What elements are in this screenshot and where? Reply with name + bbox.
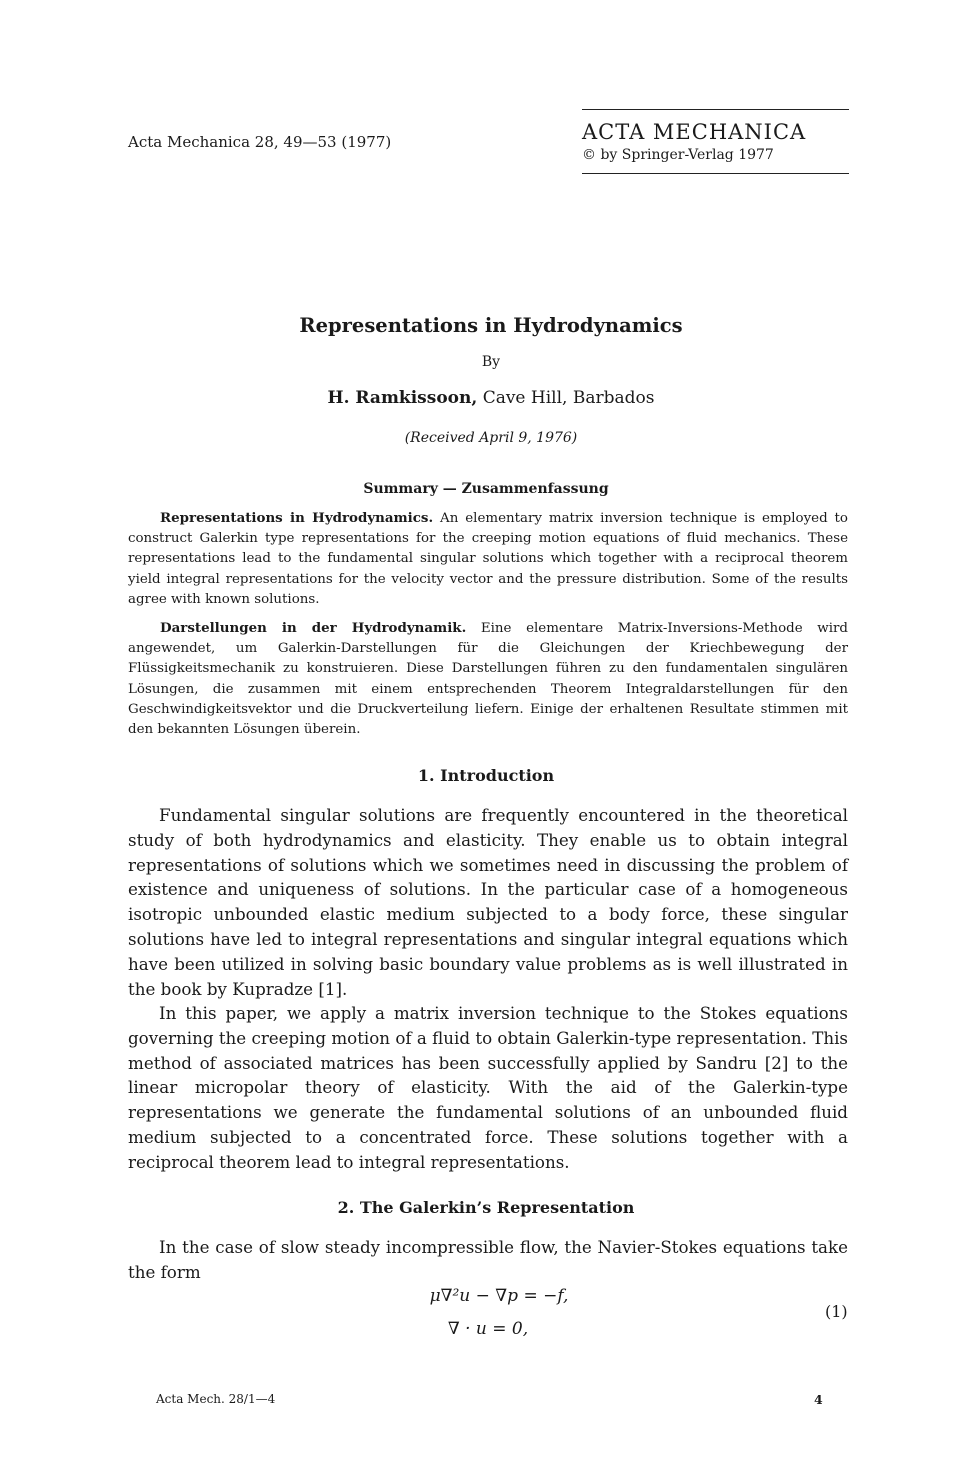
summary-german xyxy=(128,618,848,740)
article-title: Representations in Hydrodynamics xyxy=(299,314,683,337)
author-affiliation: Cave Hill, Barbados xyxy=(482,388,655,408)
author-line xyxy=(0,388,976,408)
summary-german-text: Eine elementare Matrix-Inversions-Methode wird angewendet, um Galerkin-Darstellungen für die Gleichungen der Kriechbewegung der Flüssigkeitsmechanik zu konstruieren. Diese Darstellungen führen zu den fundamentalen singulären Lösungen, die zusammen mit einem entsprechenden Theorem Integraldarstellungen für den Geschwindigkeitsvektor und die Druckverteilung liefern. Einige der erhaltenen Resultate stimmen mit den bekannten Lösungen überein. xyxy=(128,621,848,738)
journal-name: ACTA MECHANICA xyxy=(582,120,807,144)
received-date: (Received April 9, 1976) xyxy=(404,430,578,446)
page-number: 4 xyxy=(814,1392,823,1407)
summary-heading: Summary — Zusammenfassung xyxy=(363,481,609,497)
section-heading-introduction: 1. Introduction xyxy=(417,766,555,785)
equation-line-continuity: ∇ · u = 0, xyxy=(447,1319,529,1339)
journal-masthead xyxy=(582,109,849,174)
summary-english-text: An elementary matrix inversion technique is employed to construct Galerkin type representations for the creeping motion equations of fluid mechanics. These representations lead to the fundamental singular solutions which together with a reciprocal theorem yield integral representations for the velocity vector and the pressure distribution. Some of the results agree with known solutions. xyxy=(128,511,848,607)
copyright-line: © by Springer-Verlag 1977 xyxy=(582,147,774,163)
paragraph: Fundamental singular solutions are frequently encountered in the theoretical study of both hydrodynamics and elasticity. They enable us to obtain integral representations of solutions which we sometimes need in discussing the problem of existence and uniqueness of solutions. In the particular case of a homogeneous isotropic unbounded elastic medium subjected to a body force, these singular solutions have led to integral representations and singular integral equations which have been utilized in solving basic boundary value problems as is well illustrated in the book by Kupradze [1]. xyxy=(128,805,848,999)
by-line: By xyxy=(481,354,501,370)
paragraph: In this paper, we apply a matrix inversion technique to the Stokes equations governing the creeping motion of a fluid to obtain Galerkin-type representation. This method of associated matrices has been successfully applied by Sandru [2] to the linear micropolar theory of elasticity. With the aid of the Galerkin-type representations we generate the fundamental solutions of an unbounded fluid medium subjected to a concentrated force. These solutions together with a reciprocal theorem lead to integral representations. xyxy=(128,1003,848,1172)
equation-line-momentum: μ∇²u − ∇p = −f, xyxy=(429,1286,569,1306)
summary-english xyxy=(128,508,848,610)
summary-english-title: Representations in Hydrodynamics. xyxy=(160,510,434,526)
summary-german-title: Darstellungen in der Hydrodynamik. xyxy=(160,620,467,636)
equation-number: (1) xyxy=(825,1302,848,1321)
section-heading-galerkin: 2. The Galerkin’s Representation xyxy=(337,1198,635,1217)
citation-line: Acta Mechanica 28, 49—53 (1977) xyxy=(128,133,392,151)
author-name: H. Ramkissoon, xyxy=(327,388,478,408)
footer-journal: Acta Mech. 28/1—4 xyxy=(156,1392,276,1406)
paragraph: In the case of slow steady incompressible flow, the Navier-Stokes equations take the form xyxy=(128,1237,848,1282)
